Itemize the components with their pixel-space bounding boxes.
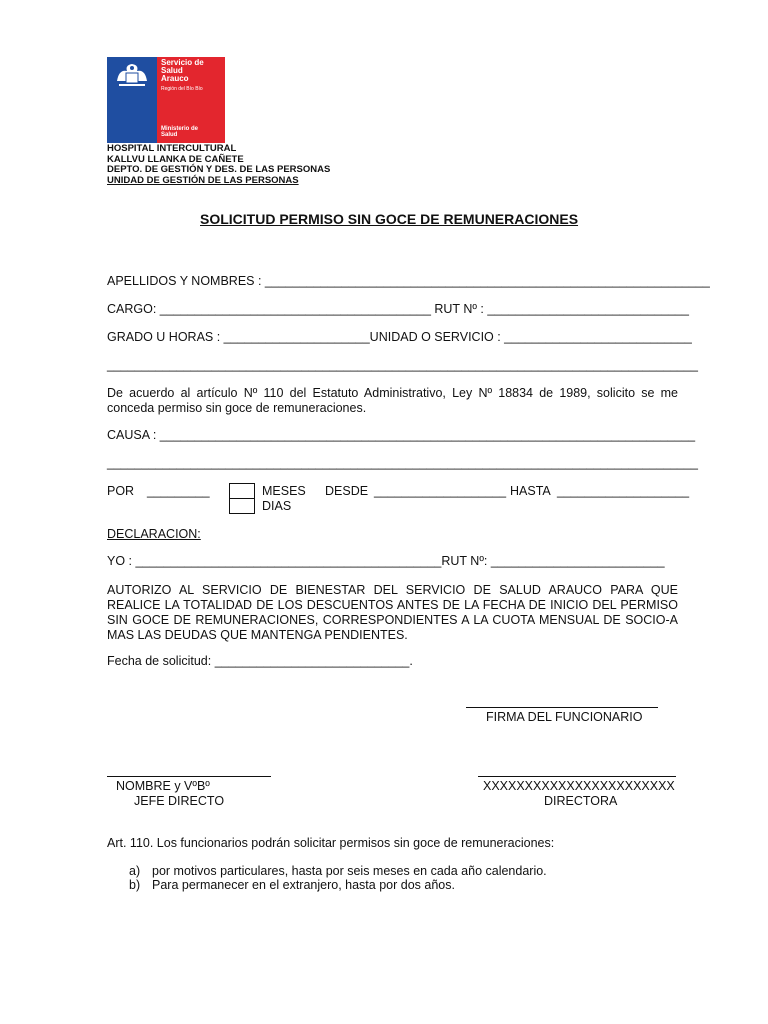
- coat-of-arms-icon: [113, 61, 151, 89]
- logo-line-3: Arauco: [161, 74, 189, 83]
- logo-region: Región del Bío Bío: [161, 86, 203, 92]
- form-title: SOLICITUD PERMISO SIN GOCE DE REMUNERACIONES: [200, 211, 579, 227]
- cargo-rut-field[interactable]: CARGO: _______________________________________ RUT Nº : _____________________________: [107, 302, 689, 316]
- header-hospital: HOSPITAL INTERCULTURAL: [107, 143, 237, 154]
- declaracion-text: AUTORIZO AL SERVICIO DE BIENESTAR DEL SERVICIO DE SALUD ARAUCO PARA QUE REALICE LA TOTALIDAD DE LOS DESCUENTOS ANTES DE LA FECHA DE INICIO DEL PERMISO SIN GOCE DE REMUNERACIONES, CORRESPONDIENTES A LA CUOTA MENSUAL DE SOCIO-A MAS LAS DEUDAS QUE MANTENGA PENDIENTES.: [107, 583, 678, 642]
- institution-header: [107, 144, 330, 186]
- meses-label: MESES: [262, 484, 306, 498]
- logo-line-2: Salud: [161, 66, 183, 75]
- jefe-directo-signature-line: [107, 776, 271, 777]
- logo-line-1: Servicio de: [161, 58, 204, 67]
- logo-ministry-line-1: Ministerio de: [161, 126, 199, 132]
- desde-label: DESDE: [325, 484, 369, 498]
- header-depto: DEPTO. DE GESTIÓN Y DES. DE LAS PERSONAS: [107, 164, 331, 175]
- por-field[interactable]: _________: [147, 484, 210, 498]
- directora-label: DIRECTORA: [544, 794, 618, 808]
- logo-ministry: [161, 126, 198, 138]
- list-item: por motivos particulares, hasta por seis meses en cada año calendario.: [152, 864, 547, 878]
- list-item-marker: b): [129, 878, 141, 892]
- causa-blank-line[interactable]: _____________________________________________________________________________________: [107, 456, 698, 470]
- header-unidad: UNIDAD DE GESTIÓN DE LAS PERSONAS: [107, 174, 299, 186]
- hasta-label: HASTA: [510, 484, 551, 498]
- nombre-vb-label: NOMBRE y VºBº: [116, 779, 210, 793]
- grado-unidad-field[interactable]: GRADO U HORAS : _____________________UNIDAD O SERVICIO : ___________________________: [107, 330, 692, 344]
- servicio-salud-arauco-logo: [107, 57, 225, 143]
- hasta-field[interactable]: ___________________: [557, 484, 690, 498]
- logo-name: [161, 59, 204, 83]
- firma-funcionario-label: FIRMA DEL FUNCIONARIO: [486, 710, 643, 724]
- yo-rut-field[interactable]: YO : ____________________________________________RUT Nº: _________________________: [107, 554, 665, 568]
- article-110-text: Art. 110. Los funcionarios podrán solicitar permisos sin goce de remuneraciones:: [107, 836, 555, 850]
- jefe-directo-label: JEFE DIRECTO: [134, 794, 225, 808]
- apellidos-field[interactable]: APELLIDOS Y NOMBRES : ________________________________________________________________: [107, 274, 710, 288]
- fecha-solicitud-field[interactable]: Fecha de solicitud: ____________________________.: [107, 654, 413, 668]
- dias-checkbox[interactable]: [229, 498, 255, 514]
- logo-blue-panel: [107, 57, 157, 143]
- causa-field[interactable]: CAUSA : _____________________________________________________________________________: [107, 428, 696, 442]
- list-item-marker: a): [129, 864, 141, 878]
- list-item: Para permanecer en el extranjero, hasta por dos años.: [152, 878, 455, 892]
- dias-label: DIAS: [262, 499, 292, 513]
- por-label: POR: [107, 484, 135, 498]
- desde-field[interactable]: ___________________: [374, 484, 507, 498]
- firma-funcionario-line: [466, 707, 658, 708]
- blank-line[interactable]: _____________________________________________________________________________________: [107, 358, 698, 372]
- director-name: XXXXXXXXXXXXXXXXXXXXXXX: [483, 779, 675, 793]
- directora-signature-line: [478, 776, 676, 777]
- header-kallvu: KALLVU LLANKA DE CAÑETE: [107, 153, 244, 165]
- article-paragraph: De acuerdo al artículo Nº 110 del Estatuto Administrativo, Ley Nº 18834 de 1989, solicito se me conceda permiso sin goce de remuneraciones.: [107, 386, 678, 415]
- logo-ministry-line-2: Salud: [161, 132, 178, 138]
- meses-checkbox[interactable]: [229, 483, 255, 499]
- declaracion-heading: DECLARACION:: [107, 527, 201, 541]
